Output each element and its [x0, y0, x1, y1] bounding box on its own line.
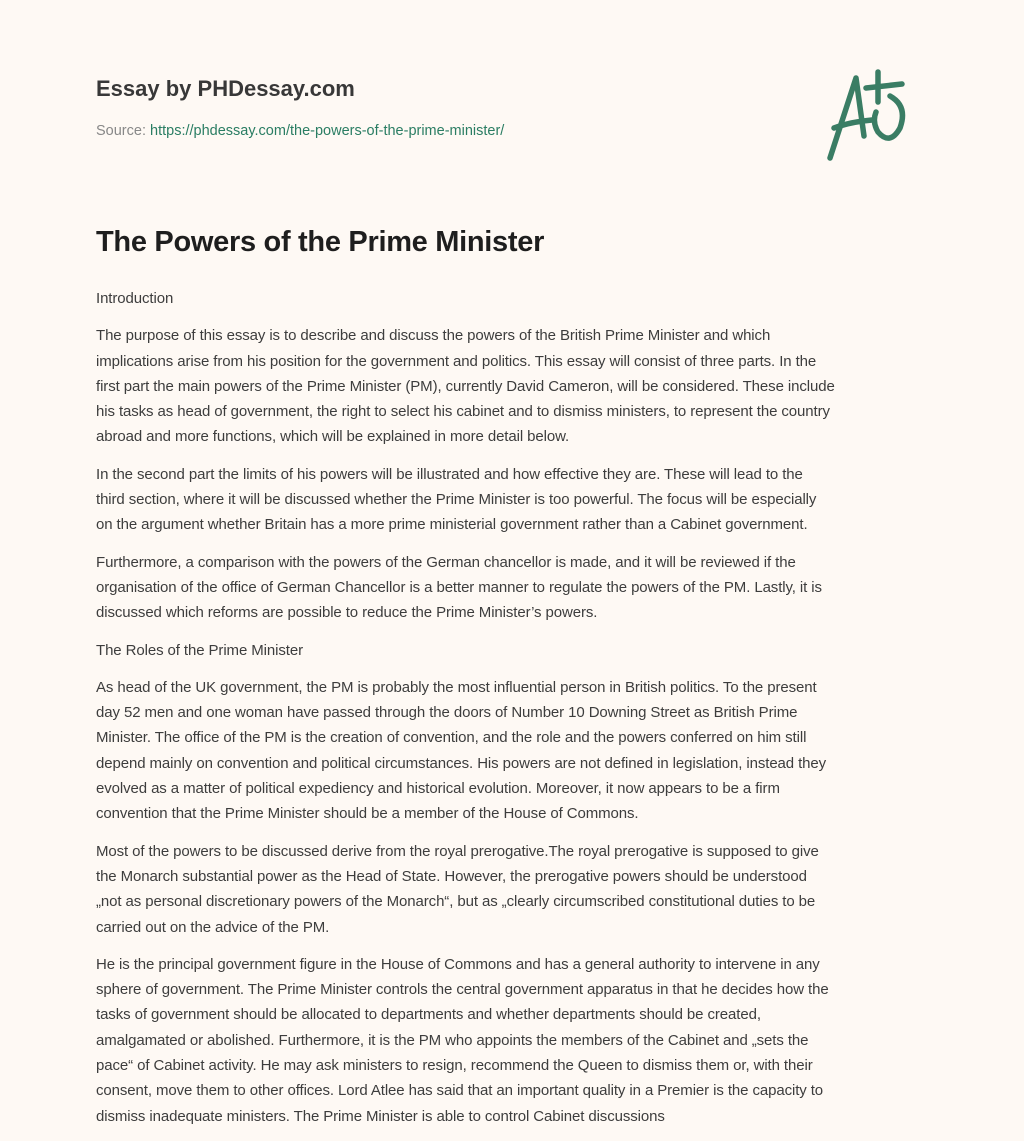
text-line: discussed which reforms are possible to reduce the Prime Minister’s powers.	[96, 604, 598, 622]
text-line: carried out on the advice of the PM.	[96, 918, 330, 936]
page-title: The Powers of the Prime Minister	[96, 226, 545, 258]
text-line: organisation of the office of German Chancellor is a better manner to regulate the powers of the PM. Lastly, it is	[96, 578, 822, 596]
paragraph	[96, 462, 936, 538]
text-line: „not as personal discretionary powers of the Monarch“, but as „clearly circumscribed constitutional duties to be	[96, 893, 816, 911]
paragraph	[96, 675, 936, 827]
a-plus-logo-icon	[820, 66, 930, 166]
text-line: Furthermore, a comparison with the powers of the German chancellor is made, and it will be reviewed if the	[96, 553, 796, 571]
text-line: Most of the powers to be discussed derive from the royal prerogative.The royal prerogative is supposed to give	[96, 842, 819, 860]
site-name: Essay by PHDessay.com	[96, 76, 355, 101]
text-line: first part the main powers of the Prime Minister (PM), currently David Cameron, will be considered. These include	[96, 377, 835, 395]
text-line: third section, where it will be discussed whether the Prime Minister is too powerful. The focus will be especially	[96, 491, 817, 509]
text-line: As head of the UK government, the PM is probably the most influential person in British politics. To the present	[96, 678, 817, 696]
text-line: tasks of government should be allocated to departments and whether departments should be created,	[96, 1006, 761, 1024]
text-line: Minister. The office of the PM is the creation of convention, and the role and the powers conferred on him still	[96, 729, 807, 747]
text-line: on the argument whether Britain has a more prime ministerial government rather than a Cabinet government.	[96, 516, 808, 534]
text-line: day 52 men and one woman have passed through the doors of Number 10 Downing Street as British Prime	[96, 704, 798, 722]
source-link[interactable]: https://phdessay.com/the-powers-of-the-prime-minister/	[150, 123, 505, 139]
text-line: convention that the Prime Minister should be a member of the House of Commons.	[96, 805, 639, 823]
section-heading	[96, 638, 936, 663]
text-line: depend mainly on convention and political circumstances. His powers are not defined in legislation, instead they	[96, 754, 827, 772]
paragraph	[96, 323, 936, 449]
text-line: He is the principal government figure in the House of Commons and has a general authority to intervene in any	[96, 955, 820, 973]
text-line: implications arise from his position for the government and politics. This essay will consist of three parts. In the	[96, 352, 817, 370]
text-line: amalgamated or abolished. Furthermore, it is the PM who appoints the members of the Cabinet and „sets the	[96, 1031, 809, 1049]
text-line: pace“ of Cabinet activity. He may ask ministers to resign, recommend the Queen to dismiss them or, with their	[96, 1057, 813, 1075]
paragraph	[96, 550, 936, 626]
essay-body	[96, 286, 936, 1141]
text-line: Introduction	[96, 290, 174, 307]
source-line	[96, 123, 504, 139]
paragraph	[96, 952, 936, 1129]
text-line: the Monarch substantial power as the Head of State. However, the prerogative powers should be understood	[96, 867, 807, 885]
text-line: his tasks as head of government, the right to select his cabinet and to dismiss ministers, to represent the country	[96, 403, 830, 421]
text-line: sphere of government. The Prime Minister controls the central government apparatus in that he decides how the	[96, 981, 829, 999]
text-line: consent, move them to other offices. Lord Atlee has said that an important quality in a Premier is the capacity to	[96, 1082, 824, 1100]
text-line: The purpose of this essay is to describe and discuss the powers of the British Prime Minister and which	[96, 327, 771, 345]
text-line: evolved as a matter of political expediency and historical evolution. Moreover, it now appears to be a firm	[96, 780, 780, 798]
text-line: abroad and more functions, which will be explained in more detail below.	[96, 428, 570, 446]
source-label: Source:	[96, 123, 146, 139]
text-line: dismiss inadequate ministers. The Prime Minister is able to control Cabinet discussions	[96, 1107, 665, 1125]
text-line: The Roles of the Prime Minister	[96, 641, 303, 659]
text-line: In the second part the limits of his powers will be illustrated and how effective they are. These will lead to the	[96, 465, 803, 483]
paragraph	[96, 839, 936, 940]
section-heading	[96, 286, 936, 311]
